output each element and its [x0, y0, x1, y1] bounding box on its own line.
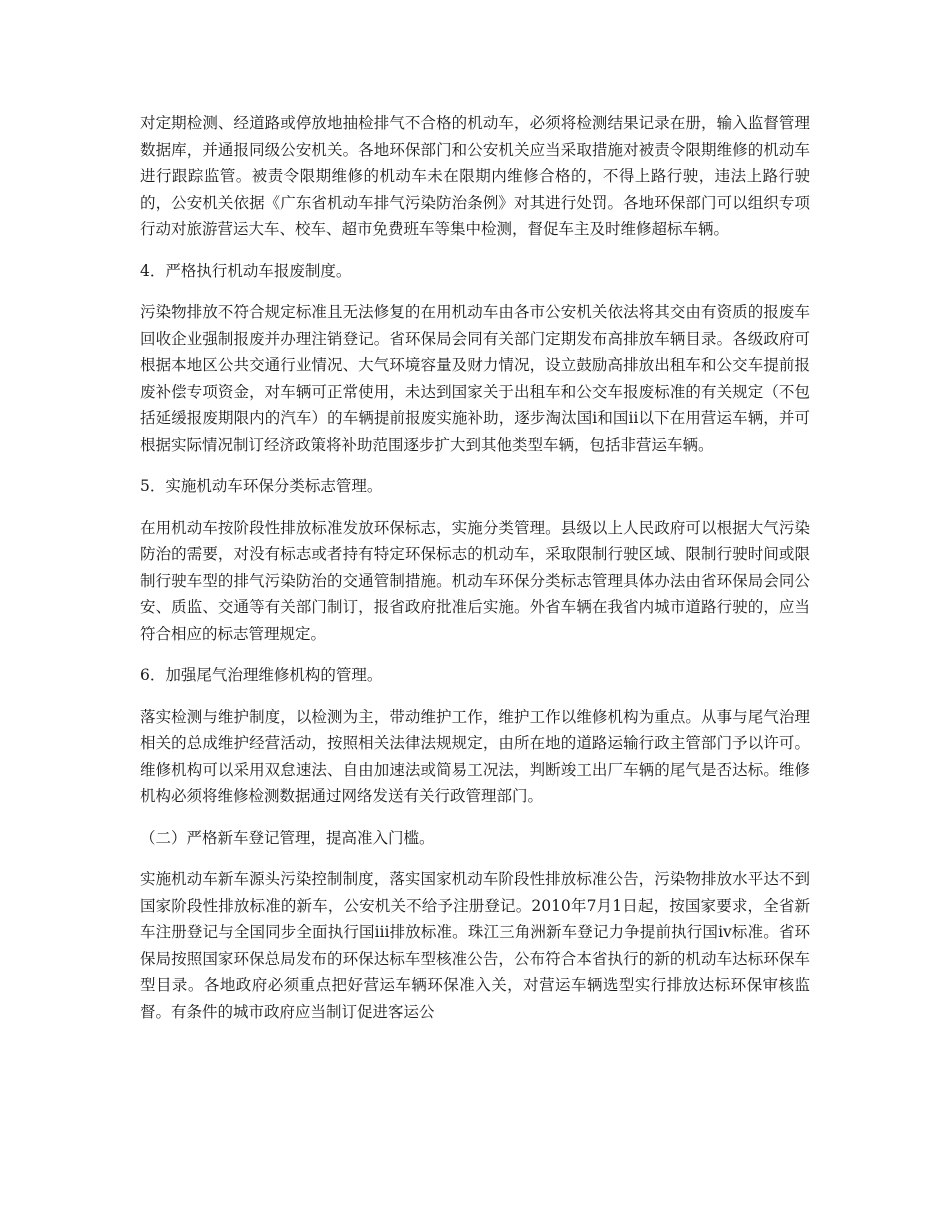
paragraph-new-vehicle-registration: 实施机动车新车源头污染控制制度，落实国家机动车阶段性排放标准公告，污染物排放水平达不到国家阶段性排放标准的新车，公安机关不给予注册登记。2010年7月1日起，按国家要求，全省新车注册登记与全国同步全面执行国ⅲ排放标准。珠江三角洲新车登记力争提前执行国ⅳ标准。省环保局按照国家环保总局发布的环保达标车型核准公告，公布符合本省执行的新的机动车达标环保车型目录。各地政府必须重点把好营运车辆环保准入关，对营运车辆选型实行排放达标环保审核监督。有条件的城市政府应当制订促进客运公	[140, 870, 810, 1021]
section-heading-2: （二）严格新车登记管理，提高准入门槛。	[140, 828, 435, 847]
paragraph-environmental-labels: 在用机动车按阶段性排放标准发放环保标志，实施分类管理。县级以上人民政府可以根据大气污染防治的需要，对没有标志或者持有特定环保标志的机动车，采取限制行驶区域、限制行驶时间或限制行驶车型的排气污染防治的交通管制措施。机动车环保分类标志管理具体办法由省环保局会同公安、质监、交通等有关部门制订，报省政府批准后实施。外省车辆在我省内城市道路行驶的，应当符合相应的标志管理规定。	[140, 518, 810, 643]
document-page	[140, 110, 810, 1040]
paragraph-periodic-inspection: 对定期检测、经道路或停放地抽检排气不合格的机动车，必须将检测结果记录在册，输入监督管理数据库，并通报同级公安机关。各地环保部门和公安机关应当采取措施对被责令限期维修的机动车进行跟踪监管。被责令限期维修的机动车未在限期内维修合格的，不得上路行驶，违法上路行驶的，公安机关依据《广东省机动车排气污染防治条例》对其进行处罚。各地环保部门可以组织专项行动对旅游营运大车、校车、超市免费班车等集中检测，督促车主及时维修超标车辆。	[140, 114, 810, 238]
paragraph-scrapping: 污染物排放不符合规定标准且无法修复的在用机动车由各市公安机关依法将其交由有资质的报废车回收企业强制报废并办理注销登记。省环保局会同有关部门定期发布高排放车辆目录。各级政府可根据本地区公共交通行业情况、大气环境容量及财力情况，设立鼓励高排放出租车和公交车提前报废补偿专项资金，对车辆可正常使用，未达到国家关于出租车和公交车报废标准的有关规定（不包括延缓报废期限内的汽车）的车辆提前报废实施补助，逐步淘汰国ⅰ和国ⅱ以下在用营运车辆，并可根据实际情况制订经济政策将补助范围逐步扩大到其他类型车辆，包括非营运车辆。	[140, 303, 811, 454]
section-heading-4: 4．严格执行机动车报废制度。	[140, 261, 352, 280]
section-heading-5: 5．实施机动车环保分类标志管理。	[140, 477, 383, 495]
paragraph-repair-agencies: 落实检测与维护制度，以检测为主，带动维护工作，维护工作以维修机构为重点。从事与尾气治理相关的总成维护经营活动，按照相关法律法规规定，由所在地的道路运输行政主管部门予以许可。维修机构可以采用双怠速法、自由加速法或简易工况法，判断竣工出厂车辆的尾气是否达标。维修机构必须将维修检测数据通过网络发送有关行政管理部门。	[140, 707, 810, 805]
section-heading-6: 6．加强尾气治理维修机构的管理。	[140, 666, 383, 684]
